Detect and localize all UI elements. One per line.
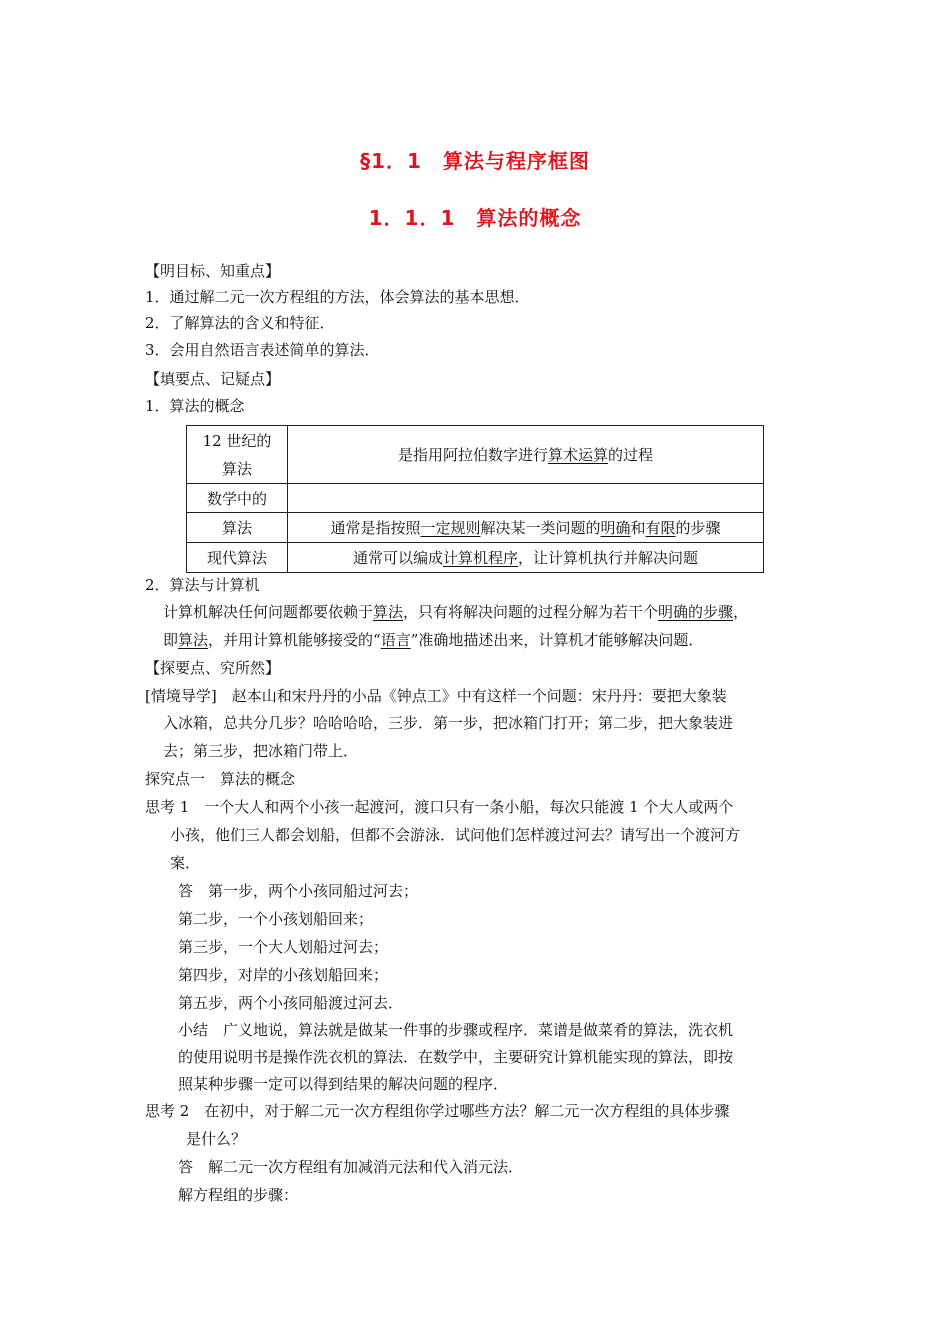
fill-heading: 【填要点、记疑点】 <box>145 370 281 388</box>
subsection-title: 1．1．1 算法的概念 <box>368 206 582 230</box>
table-cell-definition: 是指用阿拉伯数字进行算术运算的过程 <box>288 426 764 484</box>
table-cell-label: 现代算法 <box>187 543 288 573</box>
table-row <box>187 484 764 513</box>
table-row <box>187 426 764 484</box>
intro-line: 去；第三步，把冰箱门带上． <box>163 742 359 760</box>
question-line: 是什么？ <box>186 1130 247 1148</box>
blank-answer: 明确 <box>600 519 631 537</box>
table-row <box>187 543 764 573</box>
table-cell-label: 算法 <box>187 513 288 543</box>
goal-item: 3．会用自然语言表述简单的算法． <box>145 341 380 359</box>
paragraph-line: 即算法，并用计算机能够接受的“语言”准确地描述出来，计算机才能够解决问题． <box>163 631 704 649</box>
table-cell-label: 12 世纪的 算法 <box>187 426 288 484</box>
goals-heading: 【明目标、知重点】 <box>145 262 281 280</box>
answer-line: 解方程组的步骤： <box>178 1186 299 1204</box>
blank-answer: 算术运算 <box>547 446 608 464</box>
blank-answer: 语言 <box>380 631 411 649</box>
answer-line: 答 第一步，两个小孩同船过河去； <box>178 882 419 900</box>
fill-item-1: 1．算法的概念 <box>145 397 245 415</box>
question-line: 思考 2 在初中，对于解二元一次方程组你学过哪些方法？解二元一次方程组的具体步骤 <box>145 1102 730 1120</box>
paragraph-line: 计算机解决任何问题都要依赖于算法，只有将解决问题的过程分解为若干个明确的步骤， <box>163 603 749 621</box>
section-title: §1．1 算法与程序框图 <box>360 149 590 173</box>
table-cell-label: 数学中的 <box>187 484 288 513</box>
table-row <box>187 513 764 543</box>
question-line: 小孩，他们三人都会划船，但都不会游泳．试问他们怎样渡过河去？请写出一个渡河方 <box>170 826 741 844</box>
table-cell-definition: 通常可以编成计算机程序，让计算机执行并解决问题 <box>288 543 764 573</box>
table-cell-definition: 通常是指按照一定规则解决某一类问题的明确和有限的步骤 <box>288 513 764 543</box>
table-cell-empty <box>288 484 764 513</box>
summary-line: 小结 广义地说，算法就是做某一件事的步骤或程序．菜谱是做菜肴的算法，洗衣机 <box>178 1021 734 1039</box>
intro-line: 入冰箱，总共分几步？哈哈哈哈，三步．第一步，把冰箱门打开；第二步，把大象装进 <box>163 714 734 732</box>
blank-answer: 一定规则 <box>420 519 481 537</box>
goal-item: 2．了解算法的含义和特征． <box>145 314 335 332</box>
answer-line: 第二步，一个小孩划船回来； <box>178 910 374 928</box>
explore-point-1: 探究点一 算法的概念 <box>145 770 296 788</box>
goal-item: 1．通过解二元一次方程组的方法，体会算法的基本思想． <box>145 288 530 306</box>
fill-item-2: 2．算法与计算机 <box>145 576 260 594</box>
answer-line: 答 解二元一次方程组有加减消元法和代入消元法． <box>178 1158 524 1176</box>
answer-line: 第四步，对岸的小孩划船回来； <box>178 966 389 984</box>
explore-heading: 【探要点、究所然】 <box>145 659 281 677</box>
blank-answer: 算法 <box>373 603 404 621</box>
blank-answer: 明确的步骤 <box>658 603 734 621</box>
question-line: 案． <box>170 854 201 872</box>
answer-line: 第三步，一个大人划船过河去； <box>178 938 389 956</box>
blank-answer: 有限 <box>645 519 676 537</box>
summary-line: 的使用说明书是操作洗衣机的算法．在数学中，主要研究计算机能实现的算法，即按 <box>178 1048 734 1066</box>
algorithm-concept-table <box>186 425 764 573</box>
blank-answer: 算法 <box>178 631 209 649</box>
blank-answer: 计算机程序 <box>442 549 518 567</box>
answer-line: 第五步，两个小孩同船渡过河去． <box>178 994 404 1012</box>
intro-line: [情境导学] 赵本山和宋丹丹的小品《钟点工》中有这样一个问题：宋丹丹：要把大象装 <box>145 687 727 705</box>
summary-line: 照某种步骤一定可以得到结果的解决问题的程序． <box>178 1075 509 1093</box>
question-line: 思考 1 一个大人和两个小孩一起渡河，渡口只有一条小船，每次只能渡 1 个大人或两个 <box>145 798 734 816</box>
